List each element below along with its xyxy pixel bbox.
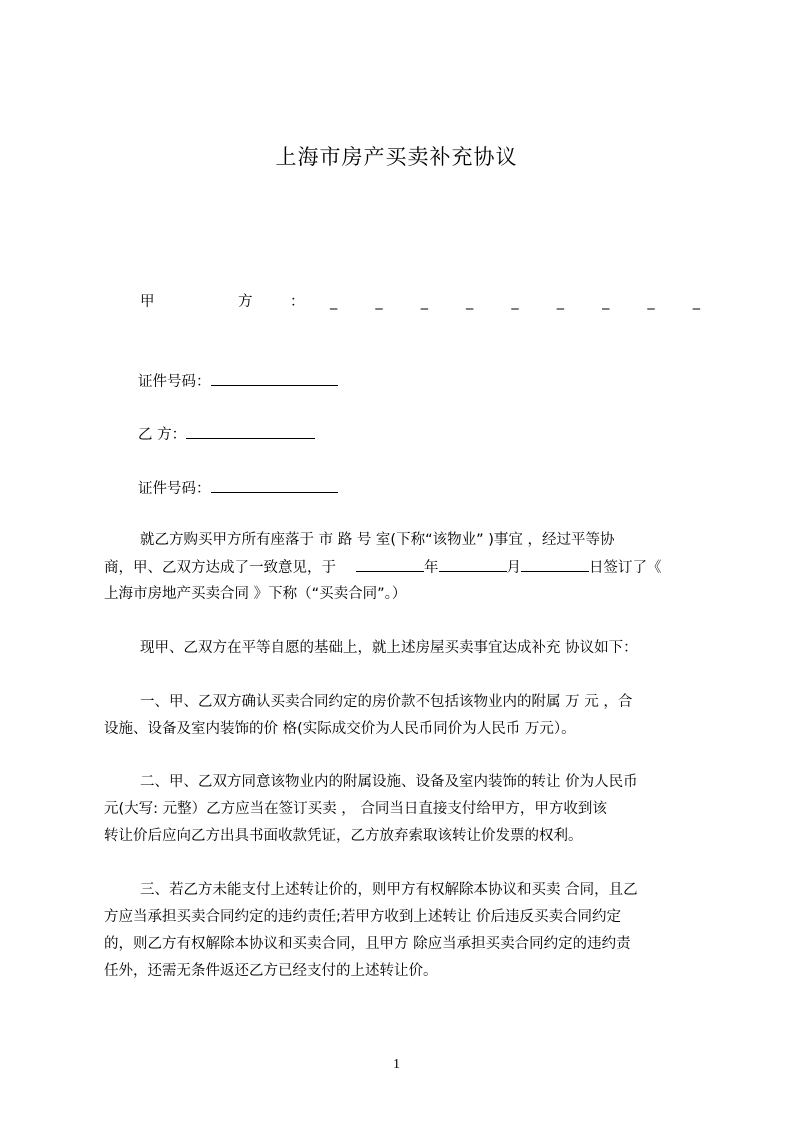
id-a-label: 证件号码： xyxy=(138,374,211,390)
id-b-line xyxy=(138,478,338,499)
blank-dash: _ xyxy=(602,294,610,310)
para5-line2: 方应当承担买卖合同约定的违约责任;若甲方收到上述转让 价后违反买卖合同约定 xyxy=(104,909,621,925)
para4-line3: 转让价后应向乙方出具书面收款凭证，乙方放弃索取该转让价发票的权利。 xyxy=(104,828,583,844)
party-a-colon: ： xyxy=(290,294,305,310)
month-label: 月 xyxy=(506,560,521,576)
blank-dash: _ xyxy=(511,294,519,310)
para3-line2: 设施、设备及室内装饰的价 格(实际成交价为人民币同价为人民币 万元）。 xyxy=(104,721,576,737)
para3-line1: 一、甲、乙双方确认买卖合同约定的房价款不包括该物业内的附属 万 元 ，合 xyxy=(140,694,633,710)
para1-line1: 就乙方购买甲方所有座落于 市 路 号 室(下称“该物业” )事宜 ，经过平等协 xyxy=(140,532,615,548)
party-a-blank xyxy=(330,292,700,312)
id-a-line xyxy=(138,371,338,392)
day-blank xyxy=(521,557,589,572)
blank-dash: _ xyxy=(375,294,383,310)
blank-dash: _ xyxy=(692,294,700,310)
party-b-line xyxy=(138,424,315,445)
blank-dash: _ xyxy=(466,294,474,310)
para5-line1: 三、若乙方未能支付上述转让价的，则甲方有权解除本协议和买卖 合同，且乙 xyxy=(140,882,638,898)
para1-line2-text: 商，甲、乙双方达成了一致意见，于 xyxy=(104,560,336,576)
para1-line2 xyxy=(104,557,662,578)
para5-line4: 任外，还需无条件返还乙方已经支付的上述转让价。 xyxy=(104,963,438,979)
party-b-blank xyxy=(186,424,315,439)
party-a-label-char1: 甲 xyxy=(140,294,155,310)
month-blank xyxy=(439,557,507,572)
id-a-blank xyxy=(211,371,338,386)
page-number: 1 xyxy=(393,1057,400,1072)
para1-line3: 上海市房地产买卖合同 》下称（“买卖合同”。） xyxy=(104,586,407,602)
party-b-label: 乙 方： xyxy=(138,427,187,443)
document-title: 上海市房产买卖补充协议 xyxy=(275,145,518,169)
id-b-blank xyxy=(211,478,338,493)
day-label: 日签订了《 xyxy=(589,560,662,576)
year-blank xyxy=(356,557,424,572)
para4-line2: 元(大写: 元整）乙方应当在签订买卖 ， 合同当日直接支付给甲方，甲方收到该 xyxy=(104,801,607,817)
id-b-label: 证件号码： xyxy=(138,481,211,497)
year-label: 年 xyxy=(424,560,439,576)
para2-line1: 现甲、乙双方在平等自愿的基础上，就上述房屋买卖事宜达成补充 协议如下： xyxy=(140,640,638,656)
blank-dash: _ xyxy=(330,294,338,310)
party-a-line xyxy=(140,292,700,312)
para5-line3: 的，则乙方有权解除本协议和买卖合同，且甲方 除应当承担买卖合同约定的违约责 xyxy=(104,936,631,952)
party-a-label-char2: 方 xyxy=(238,294,253,310)
para4-line1: 二、甲、乙双方同意该物业内的附属设施、设备及室内装饰的转让 价为人民币 xyxy=(140,774,638,790)
blank-dash: _ xyxy=(556,294,564,310)
blank-dash: _ xyxy=(420,294,428,310)
blank-dash: _ xyxy=(647,294,655,310)
